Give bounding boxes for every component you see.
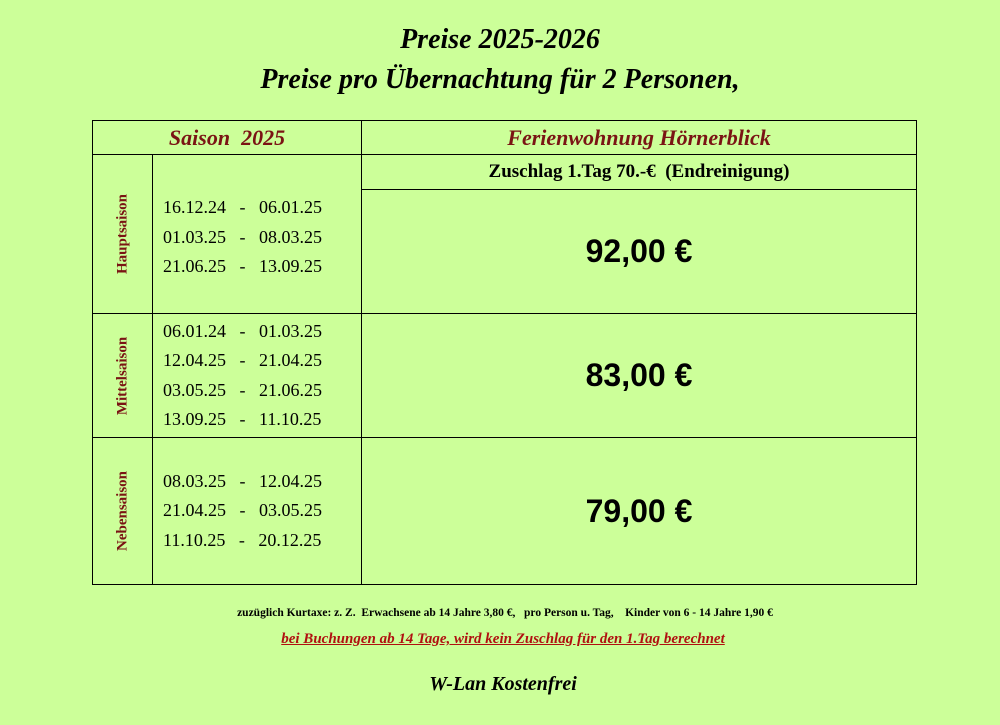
- table-header-row: [93, 121, 917, 155]
- season-dates-hauptsaison: [153, 155, 362, 314]
- page-title: Preise 2025-2026: [400, 24, 600, 55]
- table-row: [93, 155, 917, 190]
- season-label-cell: [93, 155, 153, 314]
- date-range: 16.12.24 - 06.01.25: [163, 197, 322, 217]
- season-header: Saison 2025: [93, 121, 362, 155]
- date-range: 06.01.24 - 01.03.25: [163, 320, 322, 341]
- season-label-hauptsaison: Hauptsaison: [114, 193, 130, 275]
- date-range: 12.04.25 - 21.04.25: [163, 350, 322, 370]
- kurtaxe-note: zuzüglich Kurtaxe: z. Z. Erwachsene ab 14 Jahre 3,80 €, pro Person u. Tag, Kinder von 6 - 14 Jahre 1,90 €: [237, 607, 773, 619]
- season-dates-nebensaison: [153, 438, 362, 585]
- apartment-header: Ferienwohnung Hörnerblick: [362, 121, 917, 155]
- date-range: 13.09.25 - 11.10.25: [163, 409, 322, 429]
- date-range: 21.04.25 - 03.05.25: [163, 500, 322, 521]
- date-range: 08.03.25 - 12.04.25: [163, 470, 322, 491]
- date-range: 01.03.25 - 08.03.25: [163, 226, 322, 247]
- price-nebensaison: 79,00 €: [362, 438, 917, 585]
- price-hauptsaison: 92,00 €: [362, 190, 917, 314]
- season-dates-mittelsaison: [153, 314, 362, 438]
- date-range: 11.10.25 - 20.12.25: [163, 529, 322, 550]
- booking-note: bei Buchungen ab 14 Tage, wird kein Zuschlag für den 1.Tag berechnet: [281, 631, 725, 647]
- price-mittelsaison: 83,00 €: [362, 314, 917, 438]
- date-range: 03.05.25 - 21.06.25: [163, 379, 322, 400]
- table-row: [93, 438, 917, 585]
- table-row: [93, 314, 917, 438]
- season-label-mittelsaison: Mittelsaison: [114, 336, 130, 415]
- surcharge-note: Zuschlag 1.Tag 70.-€ (Endreinigung): [362, 155, 917, 190]
- season-label-cell: [93, 314, 153, 438]
- season-label-cell: [93, 438, 153, 585]
- price-table: [92, 120, 917, 585]
- wlan-note: W-Lan Kostenfrei: [429, 673, 577, 695]
- page-subtitle: Preise pro Übernachtung für 2 Personen,: [260, 64, 740, 95]
- date-range: 21.06.25 - 13.09.25: [163, 256, 322, 276]
- season-label-nebensaison: Nebensaison: [114, 470, 130, 552]
